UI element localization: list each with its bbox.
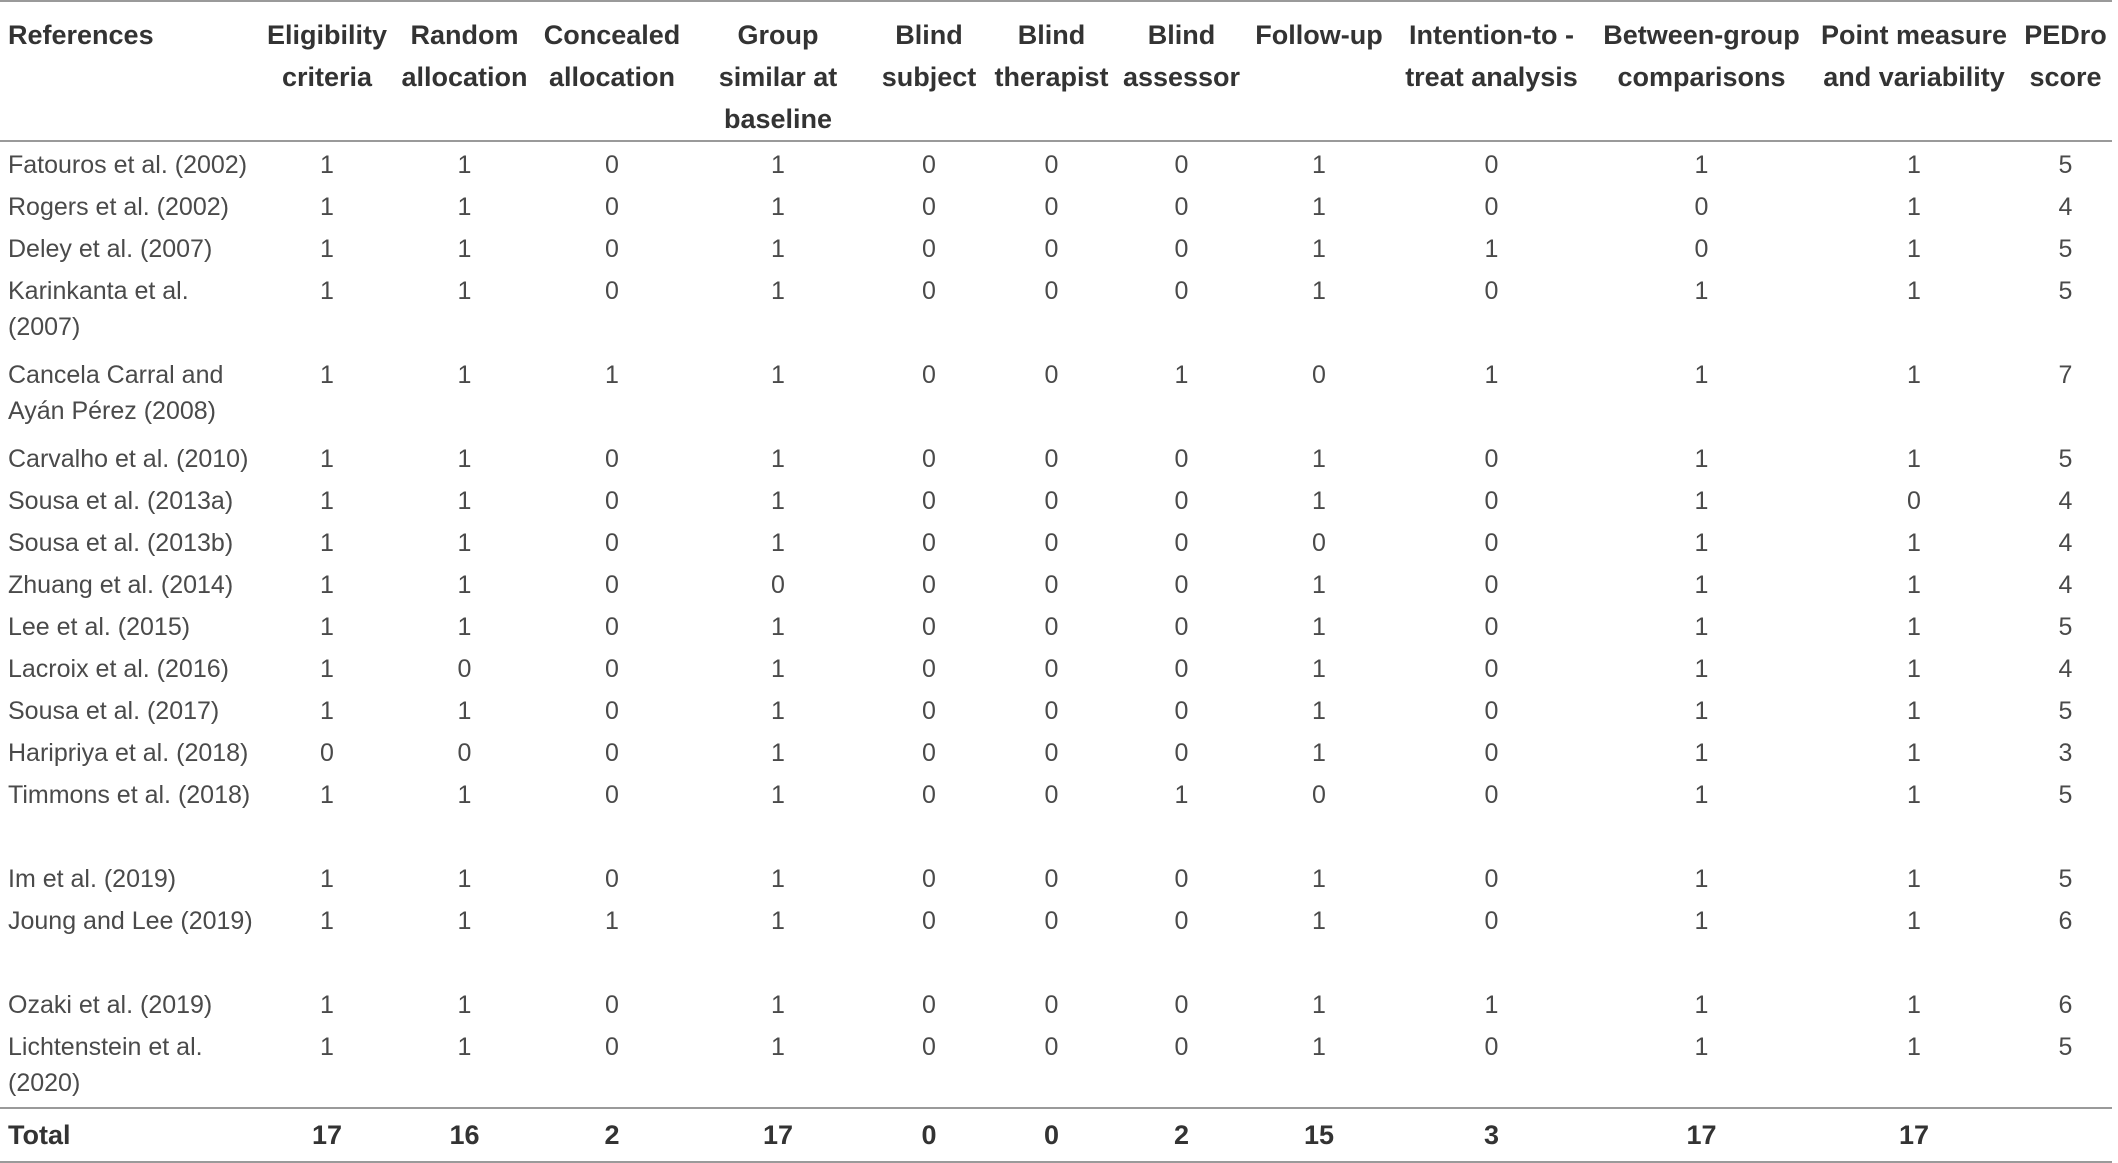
total-cell: 17	[1686, 1120, 1717, 1150]
reference-cell: Rogers et al. (2002)	[8, 193, 229, 221]
criterion-cell: 0	[1044, 697, 1059, 725]
column-header: Point measure and variability	[1820, 20, 2008, 92]
criterion-cell: 0	[1174, 193, 1189, 221]
criterion-cell: 0	[1044, 445, 1059, 473]
table-row	[0, 898, 2112, 982]
criterion-cell: 0	[605, 445, 619, 473]
criterion-cell: 1	[457, 361, 472, 389]
criterion-cell: 0	[1044, 235, 1059, 263]
criterion-cell: 0	[1044, 487, 1059, 515]
table-row	[0, 688, 2112, 730]
criterion-cell: 1	[1907, 361, 1921, 389]
criterion-cell: 1	[605, 907, 619, 935]
criterion-cell: 1	[457, 487, 472, 515]
criterion-cell: 0	[1484, 697, 1499, 725]
criterion-cell: 1	[320, 1033, 334, 1061]
criterion-cell: 0	[605, 781, 619, 809]
criterion-cell: 1	[771, 361, 785, 389]
criterion-cell: 1	[1907, 991, 1921, 1019]
criterion-cell: 1	[1907, 865, 1921, 893]
criterion-cell: 1	[457, 571, 472, 599]
criterion-cell: 0	[1484, 193, 1499, 221]
criterion-cell: 1	[457, 151, 472, 179]
total-label: Total	[8, 1120, 71, 1150]
criterion-cell: 1	[771, 529, 785, 557]
criterion-cell: 1	[771, 487, 785, 515]
criterion-cell: 0	[605, 277, 619, 305]
reference-cell: Sousa et al. (2013a)	[8, 487, 234, 515]
pedro-score-cell: 4	[2058, 529, 2073, 557]
criterion-cell: 0	[1044, 361, 1059, 389]
reference-cell: Zhuang et al. (2014)	[8, 571, 234, 599]
criterion-cell: 0	[1484, 1033, 1499, 1061]
criterion-cell: 0	[1174, 739, 1189, 767]
criterion-cell: 0	[605, 1033, 619, 1061]
criterion-cell: 0	[922, 151, 936, 179]
reference-cell: Sousa et al. (2013b)	[8, 529, 234, 557]
criterion-cell: 1	[1312, 865, 1326, 893]
criterion-cell: 0	[1174, 571, 1189, 599]
criterion-cell: 1	[1312, 991, 1326, 1019]
reference-cell: Lacroix et al. (2016)	[8, 655, 229, 683]
total-cell: 16	[449, 1120, 480, 1150]
reference-cell: Lichtenstein et al. (2020)	[8, 1033, 203, 1097]
column-header-references: References	[8, 20, 154, 50]
criterion-cell: 0	[1174, 277, 1189, 305]
criterion-cell: 0	[1312, 361, 1326, 389]
criterion-cell: 0	[1174, 907, 1189, 935]
total-cell: 2	[604, 1120, 620, 1150]
criterion-cell: 1	[1907, 697, 1921, 725]
criterion-cell: 1	[1694, 1033, 1709, 1061]
total-cell: 3	[1483, 1120, 1500, 1150]
total-cell: 2	[1173, 1120, 1190, 1150]
column-header: Blind therapist	[994, 20, 1109, 92]
criterion-cell: 1	[1312, 739, 1326, 767]
criterion-cell: 1	[457, 445, 472, 473]
criterion-cell: 1	[1694, 865, 1709, 893]
criterion-cell: 1	[1694, 697, 1709, 725]
criterion-cell: 1	[1312, 151, 1326, 179]
pedro-score-cell: 4	[2058, 193, 2073, 221]
criterion-cell: 1	[1694, 151, 1709, 179]
criterion-cell: 1	[320, 235, 334, 263]
pedro-score-cell: 4	[2058, 571, 2073, 599]
criterion-cell: 0	[922, 571, 936, 599]
criterion-cell: 0	[457, 655, 472, 683]
criterion-cell: 0	[1484, 571, 1499, 599]
reference-cell: Karinkanta et al. (2007)	[8, 277, 189, 341]
criterion-cell: 1	[771, 655, 785, 683]
criterion-cell: 0	[922, 865, 936, 893]
criterion-cell: 0	[922, 487, 936, 515]
criterion-cell: 0	[1484, 613, 1499, 641]
criterion-cell: 1	[457, 277, 472, 305]
reference-cell: Ozaki et al. (2019)	[8, 991, 213, 1019]
criterion-cell: 1	[1694, 529, 1709, 557]
criterion-cell: 1	[771, 739, 785, 767]
criterion-cell: 1	[320, 277, 334, 305]
table-row	[0, 982, 2112, 1024]
table-row	[0, 772, 2112, 856]
pedro-score-cell: 5	[2058, 613, 2073, 641]
criterion-cell: 0	[922, 781, 936, 809]
column-header: Group similar at baseline	[718, 20, 838, 134]
table-row	[0, 1024, 2112, 1108]
column-header: Concealed allocation	[543, 20, 681, 92]
criterion-cell: 0	[1312, 529, 1326, 557]
criterion-cell: 1	[457, 781, 472, 809]
criterion-cell: 0	[1044, 655, 1059, 683]
table-row	[0, 730, 2112, 772]
criterion-cell: 1	[605, 361, 619, 389]
pedro-score-cell: 5	[2058, 697, 2073, 725]
criterion-cell: 0	[922, 613, 936, 641]
column-header: Intention-to -treat analysis	[1405, 20, 1578, 92]
criterion-cell: 0	[1174, 697, 1189, 725]
criterion-cell: 0	[1174, 991, 1189, 1019]
criterion-cell: 0	[605, 235, 619, 263]
pedro-score-cell: 5	[2058, 151, 2073, 179]
criterion-cell: 0	[605, 697, 619, 725]
criterion-cell: 1	[1694, 991, 1709, 1019]
pedro-score-cell: 7	[2058, 361, 2073, 389]
criterion-cell: 1	[320, 697, 334, 725]
criterion-cell: 0	[605, 487, 619, 515]
criterion-cell: 0	[605, 613, 619, 641]
criterion-cell: 1	[457, 613, 472, 641]
reference-cell: Carvalho et al. (2010)	[8, 445, 249, 473]
criterion-cell: 1	[1907, 907, 1921, 935]
criterion-cell: 1	[1694, 739, 1709, 767]
criterion-cell: 1	[1694, 445, 1709, 473]
criterion-cell: 0	[457, 739, 472, 767]
criterion-cell: 1	[771, 277, 785, 305]
pedro-score-cell: 5	[2058, 277, 2073, 305]
criterion-cell: 1	[457, 193, 472, 221]
criterion-cell: 1	[1694, 907, 1709, 935]
criterion-cell: 0	[1174, 487, 1189, 515]
criterion-cell: 0	[1484, 781, 1499, 809]
criterion-cell: 0	[1044, 277, 1059, 305]
criterion-cell: 0	[922, 991, 936, 1019]
criterion-cell: 0	[1174, 865, 1189, 893]
criterion-cell: 1	[457, 907, 472, 935]
column-header: Blind assessor	[1122, 20, 1241, 92]
total-cell	[2019, 1108, 2112, 1162]
criterion-cell: 0	[605, 151, 619, 179]
criterion-cell: 1	[1484, 361, 1499, 389]
criterion-cell: 1	[457, 697, 472, 725]
criterion-cell: 0	[1484, 907, 1499, 935]
criterion-cell: 0	[605, 655, 619, 683]
table-row	[0, 226, 2112, 268]
criterion-cell: 0	[605, 193, 619, 221]
criterion-cell: 0	[922, 907, 936, 935]
criterion-cell: 0	[1174, 445, 1189, 473]
criterion-cell: 0	[1044, 781, 1059, 809]
criterion-cell: 1	[1694, 655, 1709, 683]
table-row	[0, 604, 2112, 646]
criterion-cell: 1	[320, 151, 334, 179]
criterion-cell: 1	[320, 655, 334, 683]
criterion-cell: 0	[922, 235, 936, 263]
criterion-cell: 0	[1694, 235, 1709, 263]
criterion-cell: 1	[457, 1033, 472, 1061]
reference-cell: Fatouros et al. (2002)	[8, 151, 248, 179]
criterion-cell: 0	[922, 1033, 936, 1061]
criterion-cell: 1	[1907, 445, 1921, 473]
criterion-cell: 1	[1694, 277, 1709, 305]
total-cell: 17	[1898, 1120, 1930, 1150]
criterion-cell: 0	[1174, 1033, 1189, 1061]
criterion-cell: 1	[1907, 781, 1921, 809]
criterion-cell: 1	[1312, 445, 1326, 473]
criterion-cell: 1	[1312, 1033, 1326, 1061]
criterion-cell: 1	[771, 193, 785, 221]
criterion-cell: 1	[1907, 193, 1921, 221]
reference-cell: Timmons et al. (2018)	[8, 781, 251, 809]
criterion-cell: 1	[1694, 571, 1709, 599]
criterion-cell: 1	[1312, 907, 1326, 935]
criterion-cell: 1	[320, 529, 334, 557]
pedro-score-cell: 5	[2058, 235, 2073, 263]
criterion-cell: 0	[922, 655, 936, 683]
column-header: Eligibility criteria	[266, 20, 387, 92]
total-row	[0, 1108, 2112, 1162]
criterion-cell: 0	[1174, 613, 1189, 641]
pedro-score-cell: 6	[2058, 991, 2073, 1019]
criterion-cell: 1	[320, 361, 334, 389]
criterion-cell: 1	[1312, 277, 1326, 305]
table-row	[0, 856, 2112, 898]
column-header: Random allocation	[401, 20, 528, 92]
criterion-cell: 1	[1694, 487, 1709, 515]
criterion-cell: 1	[771, 907, 785, 935]
criterion-cell: 1	[320, 571, 334, 599]
reference-cell: Lee et al. (2015)	[8, 613, 191, 641]
total-cell: 0	[1043, 1120, 1060, 1150]
criterion-cell: 1	[771, 781, 785, 809]
criterion-cell: 1	[771, 865, 785, 893]
column-header: Blind subject	[881, 20, 977, 92]
criterion-cell: 0	[605, 739, 619, 767]
criterion-cell: 0	[1694, 193, 1709, 221]
criterion-cell: 1	[457, 235, 472, 263]
pedro-score-cell: 5	[2058, 445, 2073, 473]
criterion-cell: 0	[922, 193, 936, 221]
criterion-cell: 0	[1174, 655, 1189, 683]
criterion-cell: 0	[922, 361, 936, 389]
criterion-cell: 0	[1044, 865, 1059, 893]
criterion-cell: 1	[1907, 529, 1921, 557]
criterion-cell: 1	[320, 781, 334, 809]
criterion-cell: 1	[1312, 235, 1326, 263]
reference-cell: Deley et al. (2007)	[8, 235, 213, 263]
criterion-cell: 0	[1484, 529, 1499, 557]
criterion-cell: 1	[771, 151, 785, 179]
criterion-cell: 0	[1044, 613, 1059, 641]
criterion-cell: 0	[771, 571, 785, 599]
criterion-cell: 0	[1044, 907, 1059, 935]
criterion-cell: 0	[1044, 151, 1059, 179]
criterion-cell: 0	[1044, 739, 1059, 767]
criterion-cell: 1	[771, 235, 785, 263]
criterion-cell: 1	[1312, 655, 1326, 683]
criterion-cell: 0	[922, 697, 936, 725]
criterion-cell: 1	[1907, 1033, 1921, 1061]
table-body	[0, 141, 2112, 1162]
criterion-cell: 1	[320, 991, 334, 1019]
criterion-cell: 1	[320, 487, 334, 515]
criterion-cell: 0	[1484, 277, 1499, 305]
criterion-cell: 0	[1174, 529, 1189, 557]
criterion-cell: 1	[320, 865, 334, 893]
criterion-cell: 1	[1312, 487, 1326, 515]
table-row	[0, 562, 2112, 604]
criterion-cell: 1	[1694, 361, 1709, 389]
table-row	[0, 184, 2112, 226]
criterion-cell: 0	[922, 277, 936, 305]
pedro-score-cell: 4	[2058, 487, 2073, 515]
criterion-cell: 0	[1484, 445, 1499, 473]
table-row	[0, 268, 2112, 352]
criterion-cell: 0	[1907, 487, 1921, 515]
criterion-cell: 0	[1174, 235, 1189, 263]
reference-cell: Sousa et al. (2017)	[8, 697, 220, 725]
criterion-cell: 1	[320, 613, 334, 641]
total-cell: 17	[311, 1120, 343, 1150]
reference-cell: Im et al. (2019)	[8, 865, 177, 893]
criterion-cell: 1	[457, 991, 472, 1019]
criterion-cell: 0	[605, 865, 619, 893]
table-row	[0, 520, 2112, 562]
header-row	[0, 1, 2112, 141]
criterion-cell: 1	[1174, 361, 1189, 389]
criterion-cell: 1	[320, 193, 334, 221]
criterion-cell: 0	[320, 739, 334, 767]
criterion-cell: 1	[320, 445, 334, 473]
pedro-score-cell: 5	[2058, 781, 2073, 809]
criterion-cell: 0	[1044, 991, 1059, 1019]
criterion-cell: 1	[1174, 781, 1189, 809]
table-row	[0, 646, 2112, 688]
criterion-cell: 1	[1312, 193, 1326, 221]
criterion-cell: 1	[771, 445, 785, 473]
criterion-cell: 1	[1694, 613, 1709, 641]
criterion-cell: 0	[1044, 1033, 1059, 1061]
table-row	[0, 141, 2112, 184]
criterion-cell: 0	[1044, 571, 1059, 599]
criterion-cell: 1	[771, 697, 785, 725]
criterion-cell: 1	[320, 907, 334, 935]
total-cell: 17	[762, 1120, 794, 1150]
table-header	[0, 1, 2112, 141]
criterion-cell: 1	[1484, 235, 1499, 263]
criterion-cell: 1	[1312, 613, 1326, 641]
pedro-score-cell: 6	[2058, 907, 2073, 935]
criterion-cell: 1	[1312, 697, 1326, 725]
criterion-cell: 0	[1174, 151, 1189, 179]
criterion-cell: 0	[1484, 865, 1499, 893]
criterion-cell: 0	[1484, 151, 1499, 179]
column-header: Follow-up	[1255, 20, 1383, 50]
total-cell: 15	[1303, 1120, 1335, 1150]
criterion-cell: 0	[1484, 487, 1499, 515]
criterion-cell: 1	[1907, 277, 1921, 305]
criterion-cell: 1	[457, 529, 472, 557]
criterion-cell: 1	[1907, 739, 1921, 767]
criterion-cell: 1	[771, 1033, 785, 1061]
criterion-cell: 1	[1907, 613, 1921, 641]
pedro-score-cell: 4	[2058, 655, 2073, 683]
criterion-cell: 0	[1484, 655, 1499, 683]
criterion-cell: 1	[1694, 781, 1709, 809]
pedro-score-cell: 5	[2058, 865, 2073, 893]
criterion-cell: 0	[1312, 781, 1326, 809]
criterion-cell: 0	[605, 529, 619, 557]
reference-cell: Cancela Carral and Ayán Pérez (2008)	[8, 361, 224, 425]
pedro-score-cell: 3	[2058, 739, 2073, 767]
criterion-cell: 1	[1907, 235, 1921, 263]
criterion-cell: 1	[1907, 655, 1921, 683]
criterion-cell: 0	[1044, 193, 1059, 221]
criterion-cell: 0	[605, 571, 619, 599]
table-row	[0, 436, 2112, 478]
criterion-cell: 1	[1484, 991, 1499, 1019]
pedro-score-cell: 5	[2058, 1033, 2073, 1061]
reference-cell: Joung and Lee (2019)	[8, 907, 253, 935]
table-row	[0, 352, 2112, 436]
criterion-cell: 0	[1044, 529, 1059, 557]
total-cell: 0	[921, 1120, 937, 1150]
table-row	[0, 478, 2112, 520]
criterion-cell: 1	[771, 613, 785, 641]
reference-cell: Haripriya et al. (2018)	[8, 739, 249, 767]
criterion-cell: 0	[922, 445, 936, 473]
criterion-cell: 1	[771, 991, 785, 1019]
column-header: PEDro score	[2024, 20, 2107, 92]
criterion-cell: 0	[605, 991, 619, 1019]
criterion-cell: 1	[1907, 571, 1921, 599]
column-header: Between-group comparisons	[1603, 20, 1800, 92]
criterion-cell: 1	[457, 865, 472, 893]
criterion-cell: 1	[1312, 571, 1326, 599]
criterion-cell: 1	[1907, 151, 1921, 179]
criterion-cell: 0	[922, 739, 936, 767]
criterion-cell: 0	[1484, 739, 1499, 767]
criterion-cell: 0	[922, 529, 936, 557]
